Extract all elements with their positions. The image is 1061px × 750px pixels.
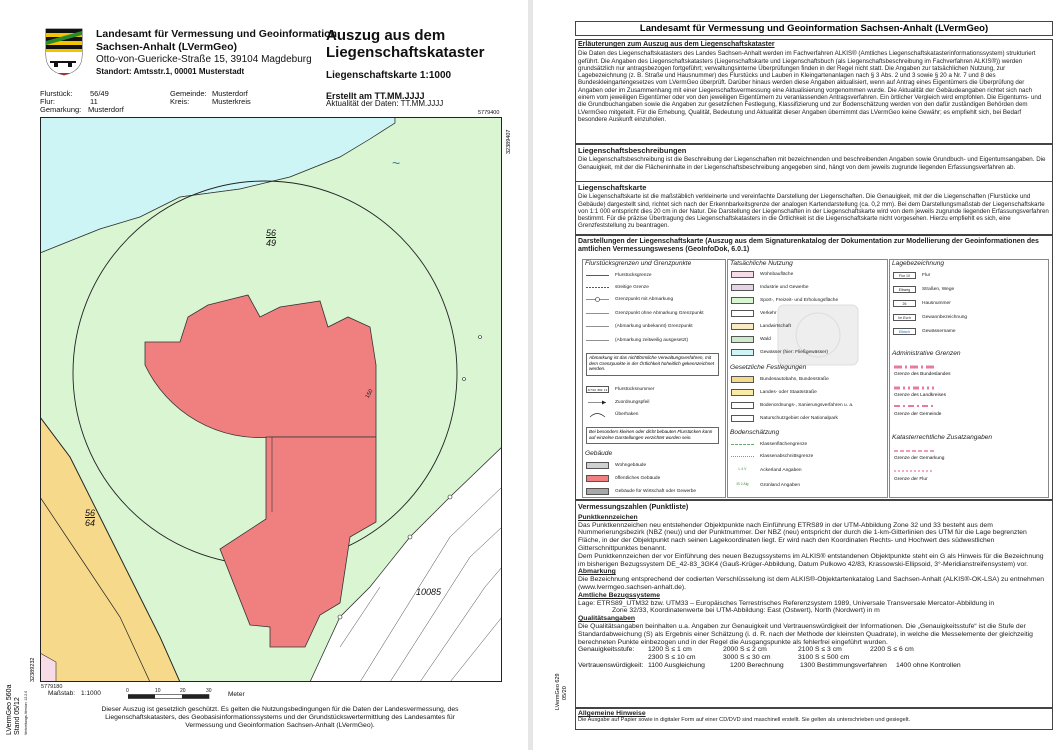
legend-wohngebaeude — [586, 461, 646, 470]
sample: 26 — [893, 300, 916, 307]
legend-gruenland — [731, 481, 800, 490]
label: Flurstücksgrenze — [615, 273, 652, 278]
legend-oeffentlich — [586, 474, 660, 483]
gs-2200: 2200 S ≤ 6 cm — [870, 646, 914, 654]
vw-1100: 1100 Ausgleichung — [648, 662, 705, 670]
parcel-left-numerator: 56 — [85, 508, 96, 518]
sample: Elbisch — [893, 328, 916, 335]
flurstueck-label: Flurstück: — [40, 89, 73, 98]
house-number: 150 — [364, 388, 375, 400]
pk-title: Punktkennzeichen — [578, 513, 638, 521]
gs-2300: 2300 S ≤ 10 cm — [648, 654, 696, 662]
label: Gewässername — [922, 329, 956, 334]
legend-zuordnungspfeil — [586, 398, 649, 407]
flst-sample-b: 882 — [597, 387, 603, 392]
coord-north-bottom: 5779180 — [41, 684, 63, 690]
kat-flur: Grenze der Flur — [894, 477, 928, 482]
bez-text1: Lage: ETRS89_UTM32 bzw. UTM33 – Europäisches Terrestrisches Referenzsystem 1989, Universale Transversale Mercator-Abbildung in — [578, 599, 995, 607]
lb-section — [578, 147, 1049, 172]
hw-title: Allgemeine Hinweise — [578, 710, 646, 717]
legend-gewann — [893, 313, 967, 322]
label: Flur — [922, 273, 931, 278]
org-address: Otto-von-Guericke-Straße 15, 39104 Magdeburg — [96, 54, 312, 65]
org-name-line1: Landesamt für Vermessung und Geoinformation — [96, 28, 337, 40]
legend-verkehr — [731, 309, 777, 318]
gs-2000: 2000 S ≤ 2 cm — [723, 646, 767, 654]
gs-label: Genauigkeitsstufe: — [578, 646, 635, 654]
legend-bodenordnung — [731, 401, 853, 410]
bez-title: Amtliche Bezugssysteme — [578, 591, 660, 599]
explanation-text: Die Daten des Liegenschaftskatasters des Landes Sachsen-Anhalt werden im Fachverfahren ALKIS® (Amtliches Liegenschaftskatasterinformationssystem) strukturiert geführt. Die Angaben des Liegenschaftskatasters (Liegenschaftskarte und Liegenschaftsbuch (als Liegenschaftsbeschreibung im Fachverfahren ALKIS®)) werden grundsätzlich nur antragsbezogen fortgeführt; verwaltungsinterne Überprüfungen finden in der Regel nicht statt. Die Angaben zur tatsächlichen Nutzung, zur Lagebezeichnung (z. B. Straße und Hausnummer) des Flurstücks und Lauben in Kleingartenanlagen nach § 3 Abs. 2 und 3 sowie § 20 a Nr. 7 und 8 des Bundeskleingartengesetzes vom LVermGeo überprüft. Darüber hinaus werden diese Angaben aktualisiert, wenn auf Antrag eines Eigentümers die Überprüfung der Angaben oder im Zusammenhang mit einer Liegenschaftsvermessung eine Aktualisierung vorgenommen wurde. Die Aktualität der Gebäudeangaben richtet sich nach einem vom jeweiligen Eigentümer oder von den jeweiligen Eigentümern zu veranlassenden Antragsverfahren. Ein örtlicher Vergleich wird empfohlen. Die Eigentums- und die Grundbuchangaben sowie die Angaben zur gesetzlichen Festlegung, Klassifizierung und zur Bodenschätzung werden von den dafür zuständigen Behörden dem LVermGeo mitgeteilt. Für die Erhebung, Qualität, Bedeutung und Aktualität dieser Angaben übernimmt das LVermGeo keine Gewähr; es empfiehlt sich, bei Bedarf besondere Auskunft einzuholen. — [578, 50, 1042, 123]
legend-gewerbe — [586, 487, 696, 496]
legend-gewaesser — [731, 348, 828, 357]
label: Gebäude für Wirtschaft oder Gewerbe — [615, 489, 697, 494]
explanation-heading: Erläuterungen zum Auszug aus dem Liegenschaftskataster — [578, 41, 775, 48]
bez-text2: Zone 32/33, Koordinatenwerte bei UTM-Abbildung: East (Ostwert), North (Nordwert) in m — [612, 607, 880, 615]
legend-col3 — [889, 259, 1049, 498]
right-side-product: LVermGeo 629 — [555, 673, 561, 710]
label: Wald — [760, 337, 771, 342]
map-canvas — [40, 117, 502, 682]
kreis-label: Kreis: — [170, 97, 190, 106]
org-name-line2: Sachsen-Anhalt (LVermGeo) — [96, 41, 238, 53]
left-page — [0, 0, 528, 750]
legend-landwirtschaft — [731, 322, 791, 331]
label: Landwirtschaft — [760, 324, 791, 329]
qa-text: Die Qualitätsangaben beinhalten u.a. Angaben zur Genauigkeit und Vertrauenswürdigkeit der Informationen. Die „Genauigkeitsstufe“ ist die Stufe der Standardabweichung (S) als Ergebnis einer Schätzung (i. d. R. nach der Methode der kleinsten Quadrate), in welche die Messelemente der gleichzeitig berechneten Punkte einbezogen und in der Regel die Ausgangspunkte als fehlerfrei eingeführt wurden. — [578, 622, 1033, 646]
label: Straßen, Wege — [922, 287, 955, 292]
legend-grenzpunkt-ohne — [586, 309, 704, 318]
coat-of-arms-icon — [44, 27, 84, 77]
adm-gemeinde: Grenze der Gemeinde — [894, 412, 942, 417]
legend-ueberhaken — [586, 410, 638, 419]
label: Zuordnungspfeil — [615, 400, 650, 405]
legend-ackerland — [731, 466, 802, 475]
vw-1200: 1200 Berechnung — [730, 662, 784, 670]
side-version: Verbreitungs-Version: 12.2.0 — [24, 690, 28, 735]
col3-title: Lagebezeichnung — [892, 260, 945, 267]
legend-wohnbau — [731, 270, 793, 279]
vz-section — [578, 503, 1049, 670]
legend-wald — [731, 335, 771, 344]
legend-klassenabschnitt — [731, 452, 813, 461]
gs-3100: 3100 S ≤ 500 cm — [798, 654, 850, 662]
label: Sport-, Freizeit- und Erholungsfläche — [760, 298, 839, 303]
scale-bar — [128, 694, 210, 700]
adm-bundesland: Grenze des Bundeslandes — [894, 372, 951, 377]
kreis-value: Musterkreis — [212, 97, 251, 106]
col2-title: Tatsächliche Nutzung — [730, 260, 793, 267]
legend-streitige-grenze — [586, 283, 649, 292]
line-bundesland — [894, 364, 934, 370]
coord-east-left: 32389232 — [30, 657, 36, 682]
label: Klassenabschnittsgrenze — [760, 454, 814, 459]
right-page — [533, 0, 1061, 750]
parcel-main-numerator: 56 — [266, 228, 277, 238]
scale-tick-20: 20 — [180, 688, 186, 694]
sig-heading: Darstellungen der Liegenschaftskarte (Auszug aus dem Signaturenkatalog der Dokumentation zur Modellierung der Geoinformationen des amtlichen Vermessungswesens (GeoInfoDok, 6.0.1) — [578, 238, 1039, 253]
side-product-id: LVermGeo 560a — [6, 684, 13, 735]
flst-sample-c: 13 — [603, 387, 608, 392]
sample: L 4 V — [738, 467, 747, 471]
lb-heading: Liegenschaftsbeschreibungen — [578, 146, 687, 155]
label: Flurstücksnummer — [615, 387, 655, 392]
adm-title: Administrative Grenzen — [892, 350, 961, 357]
legend-grenzpunkt-abmarkung — [586, 295, 673, 304]
ab-title: Abmarkung — [578, 568, 616, 576]
lk-section — [578, 184, 1049, 231]
sample: Elbweg — [893, 286, 916, 293]
gs-3000: 3000 S ≤ 30 cm — [723, 654, 771, 662]
vw-1400: 1400 ohne Kontrollen — [896, 662, 961, 670]
sample: Flur 10 — [893, 272, 916, 279]
label: Grenzpunkt mit Abmarkung — [615, 297, 674, 302]
doc-title-line2: Liegenschaftskataster — [326, 44, 485, 61]
label: (Abmarkung unbekannt) Grenzpunkt — [615, 324, 693, 329]
parcel-left-denominator: 64 — [85, 518, 96, 528]
pk-text1: Das Punktkennzeichen neu entstehender Objektpunkte nach Einführung ETRS89 in der UTM-Abbildung Zone 32 und 33 besteht aus dem Nummerierungsbezirk (NBZ (neu)) und der Punktnummer. Der NBZ (neu) entspricht der durch die 1-km-Gitterlinien des UTM für die Lage begrenzten Fläche, in der der Objektpunkt nach seinen Lagekoordinaten liegt. Er wird nach den Koordinaten Rechts- und Hochwert des südwestlichen Gitterschnittpunktes benannt. — [578, 521, 1027, 552]
gs-table — [578, 646, 1049, 662]
adm-landkreis: Grenze des Landkreises — [894, 393, 946, 398]
legend-flur — [893, 271, 930, 280]
label: Industrie und Gewerbe — [760, 285, 809, 290]
gemeinde-value: Musterdorf — [212, 89, 248, 98]
label: Grünland Angaben — [760, 483, 801, 488]
label: Grenzpunkt ohne Abmarkung Grenzpunkt — [615, 311, 704, 316]
map-type: Liegenschaftskarte 1:1000 — [326, 70, 452, 81]
right-title: Landesamt für Vermessung und Geoinformation Sachsen-Anhalt (LVermGeo) — [575, 21, 1053, 36]
created-date: Erstellt am TT.MM.JJJJ — [326, 91, 425, 101]
gemarkung-value: Musterdorf — [88, 105, 124, 114]
kat-gemarkung: Grenze der Gemarkung — [894, 456, 945, 461]
vz-heading: Vermessungszahlen (Punktliste) — [578, 502, 689, 511]
parcel-main-denominator: 49 — [266, 238, 277, 248]
legend-sport — [731, 296, 838, 305]
label: Naturschutzgebiet oder Nationalpark — [760, 416, 838, 421]
label: öffentliches Gebäude — [615, 476, 661, 481]
label: Ackerland Angaben — [760, 468, 802, 473]
side-stand: Stand 05/12 — [14, 697, 21, 735]
label: (Abmarkung zeitweilig ausgesetzt) — [615, 338, 689, 343]
line-gemeinde — [894, 403, 934, 409]
lk-text: Die Liegenschaftskarte ist die maßstäblich verkleinerte und vereinfachte Darstellung der Liegenschaften. Die Genauigkeit, mit der die Liegenschaften (Flurstücke und Gebäude) dargestellt sind, richtet sich nach der Erkennbarkeitsgrenze der analogen Kartendarstellung (ca. 0,2 mm). Bei dem Darstellungsmaßstab der Liegenschaftskarte von 1:1 000 entspricht dies 20 cm in der Natur. Die Darstellung der Liegenschaften in der Liegenschaftskarte wird von dem jeweils zugrunde liegenden Erfassungsverfahren bestimmt. Für die präzise Übertragung des Liegenschaftskatasters in die Örtlichkeit ist die Liegenschaftskarte nicht vorgesehen. Hierzu empfiehlt es sich, eine Grenzfeststellung zu beantragen. — [578, 193, 1049, 230]
doc-title-line1: Auszug aus dem — [326, 27, 446, 44]
legend-bab — [731, 375, 829, 384]
legend-landesstrasse — [731, 388, 817, 397]
legend-flurstuecksnummer — [586, 385, 654, 394]
explanation-section — [578, 41, 1049, 124]
flur-label: Flur: — [40, 97, 55, 106]
note-abmarkung: Abmarkung ist das nichtförmliche Verwaltungsverfahren, mit dem Grenzpunkte in der Örtlichkeit hoheitlich gekennzeichnet werden. — [586, 353, 719, 376]
label: streitige Grenze — [615, 285, 649, 290]
flurstueck-value: 56/49 — [90, 89, 109, 98]
label: Gewannbezeichnung — [922, 315, 968, 320]
ab-text: Die Bezeichnung entsprechend der codierten Verschlüsselung ist dem ALKIS®-Objektartenkatalog Land Sachsen-Anhalt (ALKIS®-OK-LSA) zu entnehmen (www.lvermgeo.sachsen-anhalt.de). — [578, 576, 1045, 591]
cadastral-map — [40, 117, 502, 682]
right-side-stand: 05/20 — [562, 686, 568, 700]
note-klein: Bei besonders kleinen oder dicht bebauten Flurstücken kann auf einzelne Darstellungen verzichtet worden sein. — [586, 427, 719, 444]
gf-title: Gesetzliche Festlegungen — [730, 364, 807, 371]
legend-hausnummer — [893, 299, 951, 308]
hw-text: Die Ausgabe auf Papier sowie in digitaler Form auf einer CD/DVD sind maschinell erstellt. Sie gelten als unterschrieben und gesiegelt. — [578, 717, 911, 723]
legend-gewaessername — [893, 327, 956, 336]
legend-flurstuecksgrenze — [586, 271, 652, 280]
col1-title: Flurstücksgrenzen und Grenzpunkte — [585, 260, 692, 267]
coord-east-right: 32389407 — [506, 129, 512, 154]
legend-naturschutz — [731, 414, 838, 423]
disclaimer: Dieser Auszug ist gesetzlich geschützt. Es gelten die Nutzungsbedingungen für die Daten der Landesvermessung, des Liegenschaftskatasters, des Geobasisinformationssystems und der Grundstückswertermittlung des Landesamtes für Vermessung und Geoinformation Sachsen-Anhalt (LVermGeo). — [101, 706, 459, 729]
flur-value: 11 — [90, 97, 98, 106]
sample: Im Esch — [893, 314, 916, 321]
coord-north-top: 5779400 — [478, 110, 500, 116]
label: Wohngebäude — [615, 463, 647, 468]
lk-heading: Liegenschaftskarte — [578, 183, 647, 192]
scale-ratio: 1:1000 — [81, 690, 101, 697]
qa-title: Qualitätsangaben — [578, 615, 636, 623]
label: Hausnummer — [922, 301, 951, 306]
vw-1300: 1300 Bestimmungsverfahren — [800, 662, 887, 670]
gs-1200: 1200 S ≤ 1 cm — [648, 646, 692, 654]
scale-unit: Meter — [228, 691, 245, 698]
label: Bundesautobahn, Bundesstraße — [760, 377, 829, 382]
sample: lS 2 Alg — [736, 482, 749, 486]
vw-label: Vertrauenswürdigkeit: — [578, 662, 644, 670]
line-flur — [894, 468, 934, 474]
legend-klassenflaeche — [731, 440, 807, 449]
gemeinde-label: Gemeinde: — [170, 89, 207, 98]
line-landkreis — [894, 385, 934, 391]
label: Wohnbaufläche — [760, 272, 794, 277]
legend-industrie — [731, 283, 809, 292]
kat-title: Katasterrechtliche Zusatzangaben — [892, 434, 993, 441]
scale-tick-30: 30 — [206, 688, 212, 694]
lb-text: Die Liegenschaftsbeschreibung ist die Beschreibung der Liegenschaften mit bezeichnenden und beschreibenden Angaben sowie Grundbuch- und Eigentumsangaben. Die Genauigkeit, mit der die Flächeninhalte in der Liegenschaftsbeschreibung angegeben sind, hängt von dem jeweils zugrunde liegenden Erfassungsverfahren ab. — [578, 156, 1046, 171]
hinweis-section — [578, 710, 1049, 724]
label: Landes- oder Staatsstraße — [760, 390, 817, 395]
legend-strassen — [893, 285, 954, 294]
line-gemarkung — [894, 448, 934, 454]
scale-tick-0: 0 — [126, 688, 129, 694]
street-number: 10085 — [416, 587, 442, 597]
gemarkung-label: Gemarkung: — [40, 105, 82, 114]
flst-sample-a: 4/7/10 — [587, 387, 597, 392]
org-location: Standort: Amtsstr.1, 00001 Musterstadt — [96, 67, 245, 76]
label: Klassenflächengrenze — [760, 442, 808, 447]
actuality-date: Aktualität der Daten: TT.MM.JJJJ — [326, 99, 444, 108]
legend-grenzpunkt-ausgesetzt — [586, 336, 688, 345]
water-symbol-icon: ~ — [392, 155, 401, 171]
vw-row — [578, 662, 1049, 670]
scale-label: Maßstab: — [48, 690, 76, 697]
pk-text2: Dem Punktkennzeichen der vor Einführung des neuen Bezugssystems im ALKIS® entstandenen Objektpunkte steht ein G als Hinweis für die Bezeichnung im bisherigen Bezugssystem DE_42-83_3GK4 (Gauß-Krüger-Abbildung, Datum Pulkowo 42/83, Krassowski-Ellipsoid, 3°-Meridianstreifensystem) vor. — [578, 552, 1044, 568]
label: Bodenordnungs-, Sanierungsverfahren u. a. — [760, 403, 854, 408]
legend-grenzpunkt-unbekannt — [586, 322, 693, 331]
bs-title: Bodenschätzung — [730, 429, 780, 436]
seal-watermark-icon — [773, 300, 863, 370]
geb-title: Gebäude — [585, 450, 613, 457]
label: Gewässer (hier: Fließgewässer) — [760, 350, 828, 355]
label: Verkehr — [760, 311, 777, 316]
gs-2100: 2100 S ≤ 3 cm — [798, 646, 842, 654]
label: Überhaken — [615, 412, 639, 417]
scale-tick-10: 10 — [155, 688, 161, 694]
